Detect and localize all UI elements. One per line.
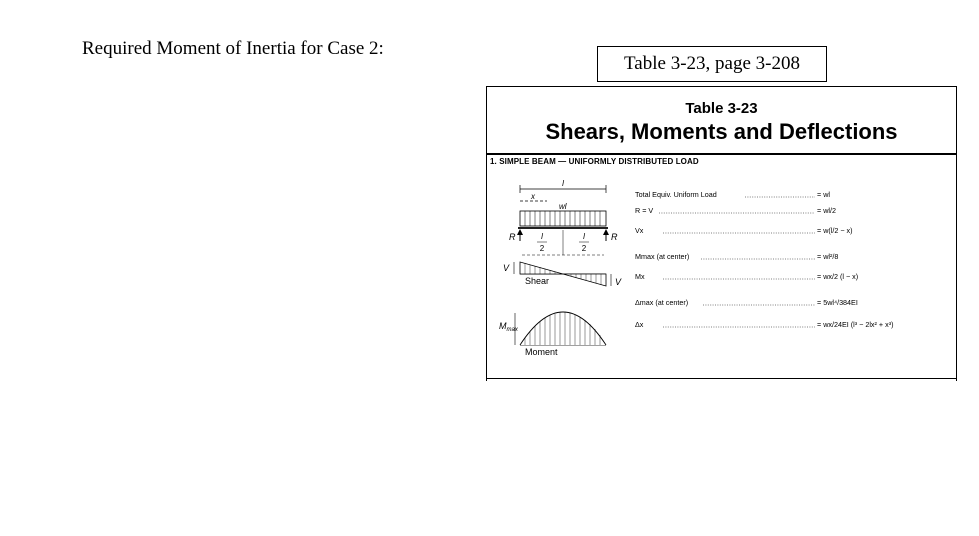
table-reference-box xyxy=(597,46,827,82)
formula-4-rhs: = wl²/8 xyxy=(817,252,839,261)
formula-3-lhs: Vx xyxy=(635,226,644,235)
formula-7-lhs: Δx xyxy=(635,320,644,329)
x-dimension-label: x xyxy=(531,192,535,201)
left-half-numerator: l xyxy=(541,232,543,241)
table-number: Table 3-23 xyxy=(685,100,758,117)
span-length-label: l xyxy=(562,179,564,188)
table-title: Shears, Moments and Deflections xyxy=(545,119,898,144)
right-reaction-label: R xyxy=(611,232,618,242)
formula-3-rhs: = w(l/2 − x) xyxy=(817,226,853,235)
table-header xyxy=(487,87,956,155)
page-heading: Required Moment of Inertia for Case 2: xyxy=(82,38,384,59)
mmax-label: $M_{max}$ xyxy=(499,321,518,333)
load-label: wl xyxy=(559,202,567,211)
moment-parabola xyxy=(520,312,606,345)
formula-7-rhs: = wx/24EI (l³ − 2lx² + x³) xyxy=(817,320,894,329)
shear-caption: Shear xyxy=(525,276,550,286)
beam-diagram xyxy=(495,177,635,377)
formula-5-rhs: = wx/2 (l − x) xyxy=(817,272,859,281)
formula-2-lhs: R = V xyxy=(635,206,654,215)
shear-right-label: V xyxy=(615,277,622,287)
formula-5-lhs: Mx xyxy=(635,272,645,281)
left-half-denominator: 2 xyxy=(539,244,545,253)
shear-positive-region xyxy=(520,262,563,274)
formula-4-lhs: Mmax (at center) xyxy=(635,252,690,261)
formula-table xyxy=(635,187,955,387)
formula-6-rhs: = 5wl⁴/384EI xyxy=(817,298,858,307)
table-bottom-rule xyxy=(487,378,956,379)
distributed-load-block xyxy=(520,211,606,226)
formula-1-rhs: = wl xyxy=(817,190,830,199)
table-reference-text: Table 3-23, page 3-208 xyxy=(624,53,800,74)
right-half-numerator: l xyxy=(583,232,585,241)
formula-6-lhs: Δmax (at center) xyxy=(635,298,689,307)
left-reaction-label: R xyxy=(509,232,516,242)
moment-caption: Moment xyxy=(525,347,558,357)
shear-negative-region xyxy=(563,274,606,286)
right-half-denominator: 2 xyxy=(581,244,587,253)
table-excerpt xyxy=(486,86,957,381)
formula-2-rhs: = wl/2 xyxy=(817,206,836,215)
case-title: 1. SIMPLE BEAM — UNIFORMLY DISTRIBUTED LOAD xyxy=(490,157,699,166)
shear-left-label: V xyxy=(503,263,510,273)
formula-1-lhs: Total Equiv. Uniform Load xyxy=(635,190,717,199)
